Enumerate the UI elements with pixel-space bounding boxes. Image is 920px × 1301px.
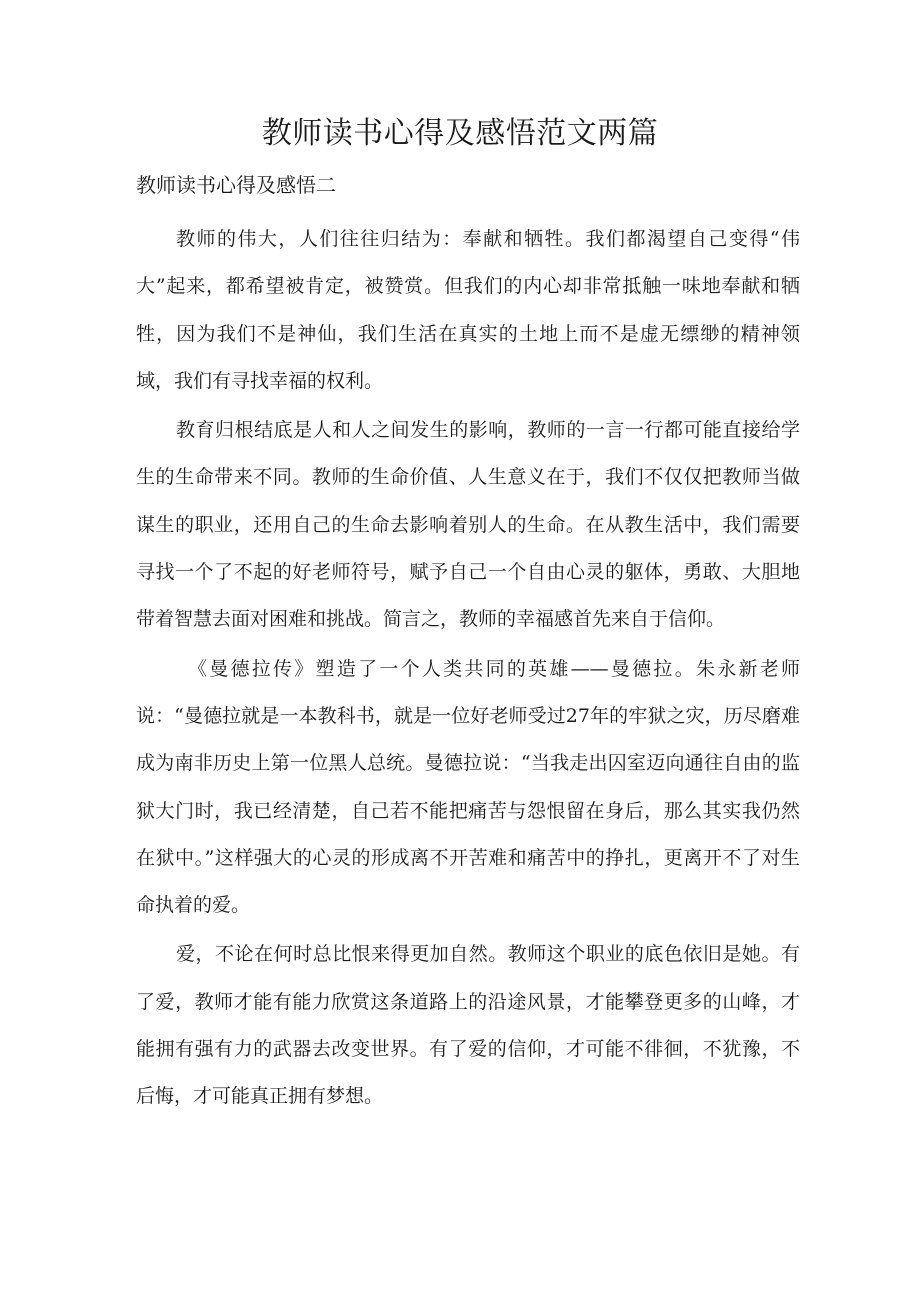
document-body: [136, 216, 800, 1123]
document-title: 教师读书心得及感悟范文两篇: [261, 116, 659, 151]
paragraph-1: 教师的伟大，人们往往归结为：奉献和牺牲。我们都渴望自己变得“伟大”起来，都希望被肯定，被赞赏。但我们的内心却非常抵触一味地奉献和牺牲，因为我们不是神仙，我们生活在真实的土地上而不是虚无缥缈的精神领域，我们有寻找幸福的权利。: [136, 228, 800, 392]
paragraph-3: 《曼德拉传》塑造了一个人类共同的英雄——曼德拉。朱永新老师说：“曼德拉就是一本教科书，就是一位好老师受过27年的牢狱之灾，历尽磨难成为南非历史上第一位黑人总统。曼德拉说：“当我走出囚室迈向通往自由的监狱大门时，我已经清楚，自己若不能把痛苦与怨恨留在身后，那么其实我仍然在狱中。”这样强大的心灵的形成离不开苦难和痛苦中的挣扎，更离开不了对生命执着的爱。: [136, 657, 800, 917]
section-subtitle: 教师读书心得及感悟二: [136, 173, 336, 197]
paragraph-4: 爱，不论在何时总比恨来得更加自然。教师这个职业的底色依旧是她。有了爱，教师才能有能力欣赏这条道路上的沿途风景，才能攀登更多的山峰，才能拥有强有力的武器去改变世界。有了爱的信仰，才可能不徘徊，不犹豫，不后悔，才可能真正拥有梦想。: [136, 943, 800, 1108]
paragraph-2: 教育归根结底是人和人之间发生的影响，教师的一言一行都可能直接给学生的生命带来不同。教师的生命价值、人生意义在于，我们不仅仅把教师当做谋生的职业，还用自己的生命去影响着别人的生命。在从教生活中，我们需要寻找一个了不起的好老师符号，赋予自己一个自由心灵的躯体，勇敢、大胆地带着智慧去面对困难和挑战。简言之，教师的幸福感首先来自于信仰。: [136, 419, 800, 631]
